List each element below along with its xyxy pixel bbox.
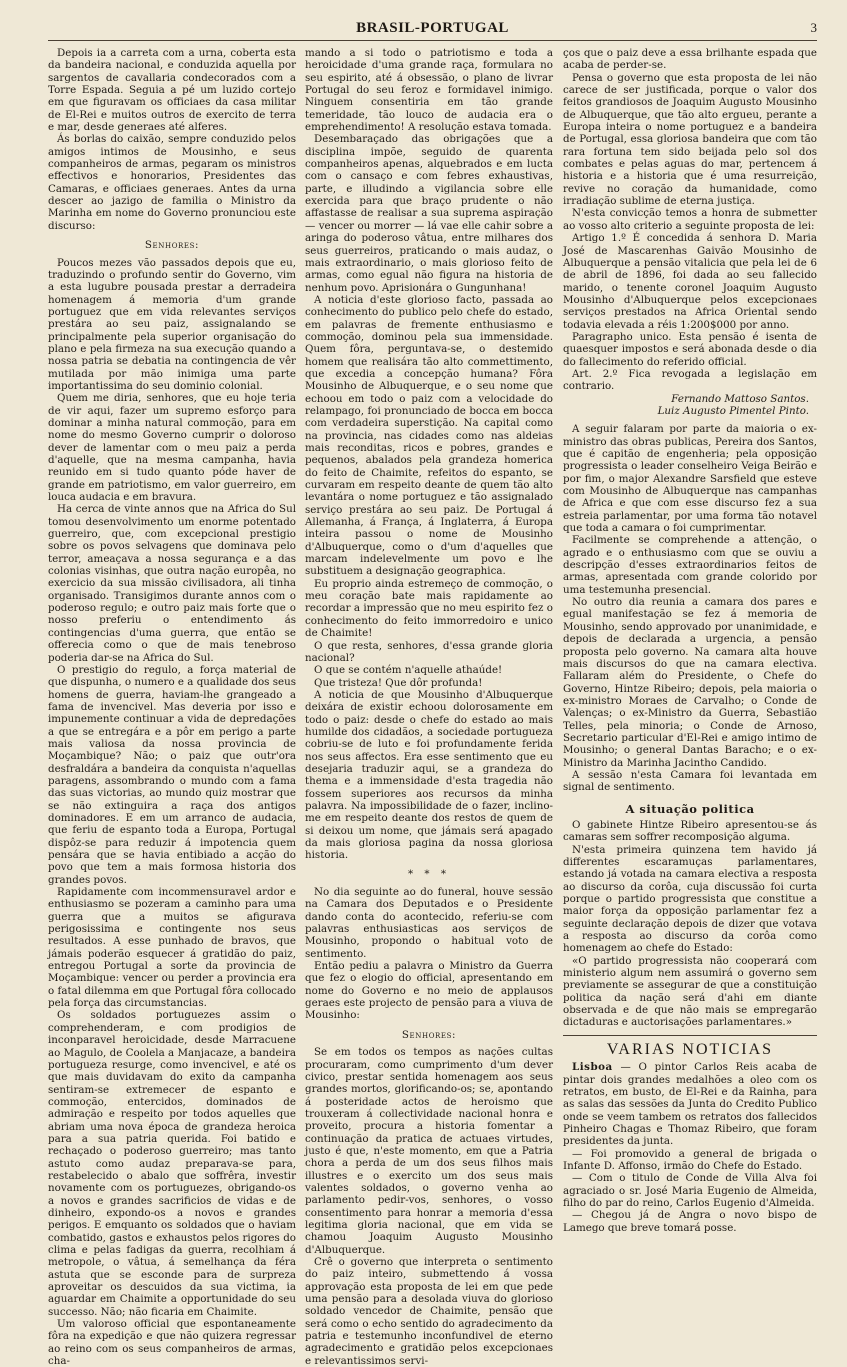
paragraph: A noticia de que Mousinho d'Albuquerque deixára de existir echoou dolorosamente em todo o paiz: desde o chefe do estado ao mais humilde dos cidadãos, a sociedade portugueza cobriu-se de luto e foi profundamente ferida nos seus affectos. Era esse sentimento que eu desejaria traduzir aqui, se a grandeza do thema e a immensidade d'esta tragedia não fossem superiores aos recursos da minha palavra. Na impossibilidade de o fazer, inclino-me em respeito deante dos restos de quem de si deixou um nome, que jámais será apagado da mais gloriosa pagina da nossa gloriosa historia. xyxy=(305,688,553,862)
section-separator: * * * xyxy=(408,867,450,880)
paragraph: Facilmente se comprehende a attenção, o agrado e o enthusiasmo com que se ouviu a descripção d'esses extraordinarios feitos de armas, apresentada com grande colorido por uma testemunha presencial. xyxy=(563,534,817,596)
paragraph: ços que o paiz deve a essa brilhante espada que acaba de perder-se. xyxy=(563,47,817,72)
paragraph: Eu proprio ainda estremeço de commoção, o meu coração bate mais rapidamente ao recordar a impressão que no meu espirito fez o conhecimento do feito immorredoiro e unico de Chaimite! xyxy=(305,577,553,640)
paragraph: Então pediu a palavra o Ministro da Guerra que fez o elogio do official, apresentando em nome do Governo e no meio de applausos geraes este projecto de pensão para a viuva de Mousinho: xyxy=(305,960,553,1022)
law-article: Art. 2.º Fica revogada a legislação em contrario. xyxy=(563,367,817,393)
section-heading: A situação politica xyxy=(625,801,755,816)
news-text: — O pintor Carlos Reis acaba de pintar dois grandes medalhões a oleo com os retratos, em busto, de El-Rei e da Rainha, para as salas das sessões da Junta do Credito Publico onde se veem tambem os retratos dos fallecidos Pinheiro Chagas e Thomaz Ribeiro, que foram presidentes da junta. xyxy=(563,1061,817,1148)
paragraph: Se em todos os tempos as nações cultas procuraram, como cumprimento d'um dever civico, prestar sentida homenagem aos seus grandes mortos, glorificando-os; se, apontando á posteridade actos de heroismo que trouxeram á collectividade nacional honra e proveito, procura a historia fomentar a continuação da pratica de actuaes virtudes, justo é que, n'este momento, em que a Patria chora a perda de um dos seus filhos mais illustres e o exercito um dos seus mais valentes soldados, o governo venha ao parlamento pedir-vos, senhores, o vosso consentimento para honrar a memoria d'essa legitima gloria nacional, que em vida se chamou Joaquim Augusto Mousinho d'Albuquerque. xyxy=(305,1046,553,1256)
page-number: 3 xyxy=(810,20,817,35)
law-article: Artigo 1.º É concedida á senhora D. Maria José de Mascarenhas Gaivão Mousinho de Albuquerque a pensão vitalicia que pela lei de 6 de abril de 1896, foi dada ao seu fallecido marido, o tenente coronel Joaquim Augusto Mousinho d'Albuquerque pelos excepcionaes serviços prestados na Africa Oriental sendo todavia elevada a réis 1:200$000 por anno. xyxy=(563,232,817,331)
paragraph: Os soldados portuguezes assim o comprehenderam, e com prodigios de inconparavel heroicidade, desde Marracuene ao Magulo, de Coolela a Manjacaze, a bandeira portugueza resurge, como invencivel, e até os que mais duvidavam do exito da campanha sentiram-se extremecer de espanto e commoção, entercidos, dominados de admiração e respeito por todos aquelles que abriam uma nova época de grandeza heroica para a sua patria querida. Foi batido e rechaçado o poderoso guerreiro; mas tanto astuto como audaz preparava-se para, restabelecido o abalo que soffrêra, investir novamente com os portuguezes, obrigando-os a novos e grandes sacrificios de vidas e de dinheiro, expondo-os a novos e grandes perigos. E emquanto os soldados que o haviam combatido, gastos e exhaustos pelos rigores do clima e pelas fadigas da guerra, recolhiam á metropole, o vâtua, á semelhança da féra astuta que se esconde para de surpreza aproveitar os descuidos da sua victima, ia aguardar em Chaimite a opportunidade do seu successo. Não; não ficaria em Chaimite. xyxy=(48,1009,296,1318)
paragraph: Pensa o governo que esta proposta de lei não carece de ser justificada, porque o valor dos feitos grandiosos de Joaquim Augusto Mousinho de Albuquerque, que tão alto ergueu, perante a Europa inteira o nome portuguez e a bandeira de Portugal, essa gloriosa bandeira que com tão rara fortuna tem sido beijada pelo sol dos combates e pelas aguas do mar, pertencem á historia e a historia que é uma resurreição, revive no coração da humanidade, como irradiação sublime de eterna justiça. xyxy=(563,71,817,208)
paragraph: Depois ia a carreta com a urna, coberta esta da bandeira nacional, e conduzida aquella por sargentos de cavallaria condecorados com a Torre Espada. Seguia a pé um luzido cortejo em que figuravam os officiaes da casa militar de El-Rei e muitos outros de exercito de terra e mar, desde generaes até alferes. xyxy=(48,47,296,134)
paragraph: O que resta, senhores, d'essa grande gloria nacional? xyxy=(305,639,553,664)
column-2 xyxy=(305,47,553,1367)
law-article: Paragrapho unico. Esta pensão é isenta de quaesquer impostos e será abonada desde o dia do fallecimento do referido official. xyxy=(563,330,817,368)
signature: Luiz Augusto Pimentel Pinto. xyxy=(657,404,809,417)
paragraph: Desembaraçado das obrigações que a disciplina impõe, seguido de quarenta companheiros apenas, alquebrados e em lucta com o cansaço e com febres exhaustivas, parte, e illudindo a vigilancia sobre elle exercida para que braço prudente o não affastasse de realisar a sua suprema aspiração — vencer ou morrer — lá vae elle cahir sobre a aringa do poderoso vâtua, entre milhares dos seus guerreiros, praticando o mais audaz, o mais extraordinario, o mais glorioso feito de armas, como egual não figura na historia de nenhum povo. Aprisionára o Gungunhana! xyxy=(305,133,553,294)
header-rule xyxy=(48,40,817,41)
news-item xyxy=(563,1061,817,1147)
paragraph: mando a si todo o patriotismo e toda a heroicidade d'uma grande raça, formulara no seu espirito, até á obsessão, o plano de livrar Portugal do seu feroz e formidavel inimigo. Ninguem consentiria em tão grande temeridade, tão louco de audacia era o emprehendimento! A resolução estava tomada. xyxy=(305,47,553,134)
paragraph: O prestigio do regulo, a força material de que dispunha, o numero e a qualidade dos seus homens de guerra, haviam-lhe grangeado a fama de invencivel. Mas deveria por isso e impunemente continuar a vida de depredações a que se entregára e a pôr em perigo a parte mais valiosa da nossa provincia de Moçambique? Não; o paiz que outr'ora desfraldára a bandeira da conquista n'aquellas paragens, assombrando o mundo com a fama das suas victorias, ao mundo quiz mostrar que se não extinguira a raça dos antigos dominadores. E em um arranco de audacia, que feriu de espanto toda a Europa, Portugal dispôz-se para reduzir á impotencia quem pensára que se havia entibiado a acção do povo que tem a mais formosa historia dos grandes povos. xyxy=(48,663,296,886)
paragraph: A seguir falaram por parte da maioria o ex-ministro das obras publicas, Pereira dos Santos, que é capitão de engenheria; pela opposição progressista o leader conselheiro Veiga Beirão e por fim, o major Alexandre Sarsfield que esteve com Mousinho de Albuquerque nas campanhas de Africa e que com esse discurso fez a sua estreia parlamentar, por uma forma tão notavel que toda a camara o foi cumprimentar. xyxy=(563,423,817,535)
speech-heading: Senhores: xyxy=(144,239,200,252)
paragraph: A sessão n'esta Camara foi levantada em signal de sentimento. xyxy=(563,768,817,794)
paragraph: A noticia d'este glorioso facto, passada ao conhecimento do publico pelo chefe do estado, em palavras de fremente enthusiasmo e commoção, dominou pela sua immensidade. Quem fôra, perguntava-se, o destemido homem que realisára tão alto commettimento, que excedia a concepção humana? Fôra Mousinho de Albuquerque, e o seu nome que echoou em todo o paiz com a velocidade do relampago, foi pronunciado de bocca em bocca com verdadeira superstição. Na capital como na provincia, nas cidades como nas aldeias mais reconditas, ricos e pobres, grandes e pequenos, abalados pela grandeza homerica do feito de Chaimite, refeitos do espanto, se curvaram em respeito deante de quem tão alto levantára o nome portuguez e tão assignalado serviço prestára ao seu paiz. De Portugal á Allemanha, á França, á Inglaterra, á Europa inteira passou o nome de Mousinho d'Albuquerque, como o d'um d'aquelles que marcam indelevelmente um povo e lhe substituem a designação geographica. xyxy=(305,293,553,578)
section-rule xyxy=(563,1035,817,1036)
news-item: — Com o titulo de Conde de Villa Alva foi agraciado o sr. José Maria Eugenio de Almeida, filho do par do reino, Carlos Eugenio d'Almeida. xyxy=(563,1172,817,1209)
place-name: Lisboa xyxy=(572,1061,613,1074)
paragraph: Crê o governo que interpreta o sentimento do paiz inteiro, submettendo á vossa approvação esta proposta de lei em que pede uma pensão para a desolada viuva do glorioso soldado vencedor de Chaimite, pensão que será como o echo sentido do agradecimento da patria e testemunho inconfundivel de eterno agradecimento e gratidão pelos excepcionaes e relevantissimos servi- xyxy=(305,1256,553,1367)
running-head xyxy=(48,20,817,38)
paragraph: Um valoroso official que espontaneamente fôra na expedição e que não quizera regressar ao reino com os seus companheiros de armas, cha- xyxy=(48,1318,296,1367)
column-3 xyxy=(563,47,817,1234)
quotation: «O partido progressista não cooperará com ministerio algum nem assumirá o governo sem previamente se assegurar de que a constituição politica da nação será d'ahi em diante observada e de que não mais se empregarão dictaduras e auctorisações parlamentares.» xyxy=(563,954,817,1029)
paragraph: O gabinete Hintze Ribeiro apresentou-se ás camaras sem soffrer recomposição alguma. xyxy=(563,818,817,844)
news-heading: VARIAS NOTICIAS xyxy=(606,1040,774,1058)
paragraph: N'esta convicção temos a honra de submetter ao vosso alto criterio a seguinte proposta de lei: xyxy=(563,207,817,232)
news-item: — Foi promovido a general de brigada o Infante D. Affonso, irmão do Chefe do Estado. xyxy=(563,1147,817,1172)
paragraph: Poucos mezes vão passados depois que eu, traduzindo o profundo sentir do Governo, vim a esta lugubre pousada prestar a derradeira homenagem á memoria d'um grande portuguez que em vida relevantes serviços prestára ao seu paiz, assignalando se principalmente pela superior organisação do plano e pela firmeza na sua execução quando a nossa patria se debatia na contingencia de vêr mutilada por mão inimiga uma parte importantissima do seu dominio colonial. xyxy=(48,256,296,392)
paragraph: Que tristeza! Que dôr profunda! xyxy=(314,676,483,689)
speech-heading: Senhores: xyxy=(401,1028,457,1041)
signature: Fernando Mattoso Santos. xyxy=(671,392,809,405)
page-title: BRASIL-PORTUGAL xyxy=(356,20,509,36)
paragraph: No outro dia reunia a camara dos pares e egual manifestação se fez á memoria de Mousinho, sendo approvado por unanimidade, e depois de declarada a urgencia, a pensão proposta pelo governo. Na camara alta houve mais discursos do que na camara electiva. Fallaram além do Presidente, o Chefe do Governo, Hintze Ribeiro; depois, pela maioria o ex-ministro Moraes de Carvalho; o Conde de Valenças; o ex-Ministro da Guerra, Sebastião Telles, pela minoria; o Conde de Arnoso, Secretario particular d'El-Rei e amigo intimo de Mousinho; o general Dantas Baracho; e o ex-Ministro da Marinha Jacintho Candido. xyxy=(563,596,817,769)
paragraph: Ás borlas do caixão, sempre conduzido pelos amigos intimos de Mousinho, e seus companheiros de armas, pegaram os ministros effectivos e honorarios, Presidentes das Camaras, e officiaes generaes. Antes da urna descer ao jazigo de familia o Ministro da Marinha em nome do Governo pronunciou este discurso: xyxy=(48,133,296,232)
paragraph: Quem me diria, senhores, que eu hoje teria de vir aqui, fazer um supremo esforço para dominar a minha natural commoção, para em nome do mesmo Governo cumprir o doloroso dever de lamentar com o meu paiz a perda d'aquelle, que na mesma campanha, havia reunido em si tudo quanto póde haver de grande em patriotismo, em valor guerreiro, em louca audacia e em bravura. xyxy=(48,392,296,504)
paragraph: Rapidamente com incommensuravel ardor e enthusiasmo se pozeram a caminho para uma guerra que a muitos se afigurava perigosissima e contingente nos seus resultados. A esse punhado de bravos, que jámais poderão esquecer á gratidão do paiz, entregou Portugal a sorte da provincia de Moçambique: vencer ou perder a provincia era o fatal dilemma em que Portugal fôra collocado pela força das circumstancias. xyxy=(48,886,296,1010)
paragraph: N'esta primeira quinzena tem havido já differentes escaramuças parlamentares, estando já votada na camara electiva a resposta ao discurso da corôa, cuja discussão foi curta porque o partido progressista que constitue a maior força da opposição parlamentar fez a seguinte declaração depois de dizer que votava a resposta ao discurso da corôa como homenagem ao chefe do Estado: xyxy=(563,843,817,955)
news-item: — Chegou já de Angra o novo bispo de Lamego que breve tomará posse. xyxy=(563,1209,817,1234)
column-1 xyxy=(48,47,296,1367)
paragraph: O que se contém n'aquelle athaúde! xyxy=(314,664,503,677)
paragraph: Ha cerca de vinte annos que na Africa do Sul tomou desenvolvimento um enorme potentado guerreiro, que, com excepcional prestigio sobre os povos selvagens que dominava pelo terror, ameaçava a nossa segurança e a das colonias visinhas, que outra nação europêa, no exercicio da sua missão civilisadora, ali tinha organisado. Transigimos durante annos com o poderoso regulo; e outro paiz mais forte que o nosso preferiu o entendimento ás contingencias d'uma guerra, que então se offerecia como o que de mais tenebroso poderia dar-se na Africa do Sul. xyxy=(48,503,296,664)
paragraph: No dia seguinte ao do funeral, houve sessão na Camara dos Deputados e o Presidente dando conta do acontecido, referiu-se com palavras enthusiasticas aos serviços de Mousinho, propondo o habitual voto de sentimento. xyxy=(305,886,553,960)
